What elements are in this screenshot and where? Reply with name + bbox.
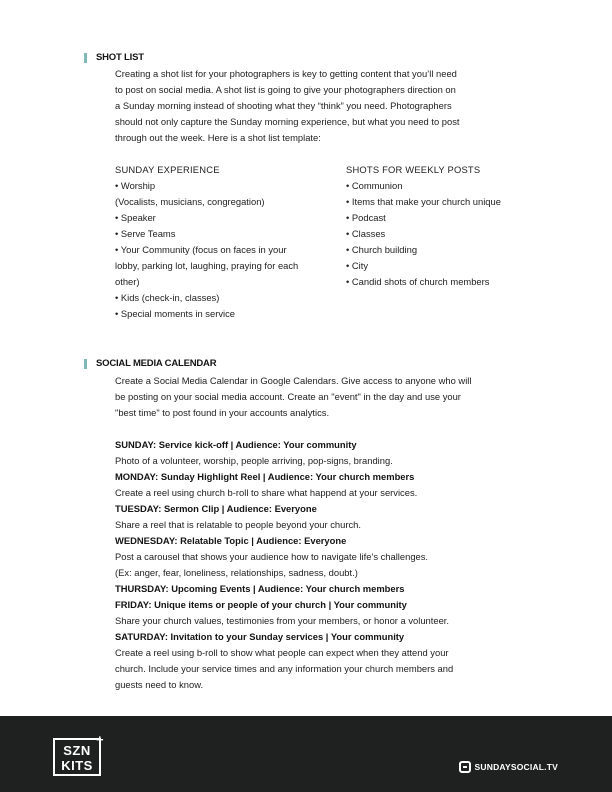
day-description: church. Include your service times and any information your church members and [115, 663, 454, 674]
shot-list-intro [115, 66, 530, 146]
list-item: • Podcast [346, 212, 386, 223]
day-description: (Ex: anger, fear, loneliness, relationships, sadness, doubt.) [115, 567, 358, 578]
shot-list-header [84, 52, 144, 63]
shot-list-title: SHOT LIST [96, 52, 144, 63]
calendar-intro [115, 373, 530, 421]
footer-bar [0, 716, 612, 792]
list-item: • Classes [346, 228, 386, 239]
day-description: Share your church values, testimonies from your members, or honor a volunteer. [115, 615, 450, 626]
list-item: lobby, parking lot, laughing, praying for each [115, 260, 299, 271]
list-item: • Your Community (focus on faces in your [115, 244, 287, 255]
list-item: (Vocalists, musicians, congregation) [115, 196, 265, 207]
calendar-schedule [115, 437, 530, 693]
section-marker [84, 359, 87, 369]
section-marker [84, 53, 87, 63]
list-item: • Candid shots of church members [346, 276, 490, 287]
list-item: • Church building [346, 244, 418, 255]
weekly-posts-column [346, 162, 546, 290]
brand-link[interactable] [459, 761, 558, 773]
list-item: • Serve Teams [115, 228, 176, 239]
day-heading-wednesday: WEDNESDAY: Relatable Topic | Audience: Everyone [115, 535, 347, 546]
day-description: Post a carousel that shows your audience how to navigate life’s challenges. [115, 551, 429, 562]
intro-line: Create a Social Media Calendar in Google Calendars. Give access to anyone who will [115, 375, 472, 386]
day-heading-saturday: SATURDAY: Invitation to your Sunday services | Your community [115, 631, 405, 642]
sunday-experience-heading: SUNDAY EXPERIENCE [115, 164, 220, 175]
intro-line: a Sunday morning instead of shooting what they “think” you need. Photographers [115, 100, 452, 111]
list-item: • Worship [115, 180, 156, 191]
list-item: other) [115, 276, 140, 287]
weekly-posts-heading: SHOTS FOR WEEKLY POSTS [346, 164, 481, 175]
sunday-experience-column [115, 162, 345, 322]
plus-icon: + [96, 732, 104, 747]
day-heading-friday: FRIDAY: Unique items or people of your church | Your community [115, 599, 407, 610]
day-heading-sunday: SUNDAY: Service kick-off | Audience: Your community [115, 439, 357, 450]
list-item: • Items that make your church unique [346, 196, 501, 207]
list-item: • Communion [346, 180, 403, 191]
list-item: • City [346, 260, 369, 271]
calendar-header [84, 358, 216, 369]
day-description: guests need to know. [115, 679, 204, 690]
intro-line: Creating a shot list for your photographers is key to getting content that you’ll need [115, 68, 457, 79]
intro-line: be posting on your social media account. Create an "event" in the day and use your [115, 391, 461, 402]
sunday-social-logo-icon [459, 761, 471, 773]
list-item: • Kids (check-in, classes) [115, 292, 220, 303]
brand-url: SUNDAYSOCIAL.TV [474, 762, 558, 772]
day-description: Create a reel using b-roll to show what people can expect when they attend your [115, 647, 449, 658]
list-item: • Speaker [115, 212, 156, 223]
day-heading-monday: MONDAY: Sunday Highlight Reel | Audience: Your church members [115, 471, 415, 482]
intro-line: "best time" to post found in your accounts analytics. [115, 407, 330, 418]
day-heading-thursday: THURSDAY: Upcoming Events | Audience: Your church members [115, 583, 405, 594]
intro-line: through out the week. Here is a shot list template: [115, 132, 321, 143]
logo-text: KITS [61, 758, 93, 773]
intro-line: should not only capture the Sunday morning experience, but what you need to post [115, 116, 460, 127]
day-heading-tuesday: TUESDAY: Sermon Clip | Audience: Everyone [115, 503, 317, 514]
list-item: • Special moments in service [115, 308, 235, 319]
day-description: Photo of a volunteer, worship, people arriving, pop-signs, branding. [115, 455, 393, 466]
calendar-title: SOCIAL MEDIA CALENDAR [96, 358, 217, 369]
day-description: Share a reel that is relatable to people beyond your church. [115, 519, 361, 530]
szn-kits-logo [53, 738, 101, 776]
logo-text: SZN [63, 743, 91, 758]
day-description: Create a reel using church b-roll to share what happend at your services. [115, 487, 418, 498]
intro-line: to post on social media. A shot list is going to give your photographers direction on [115, 84, 456, 95]
